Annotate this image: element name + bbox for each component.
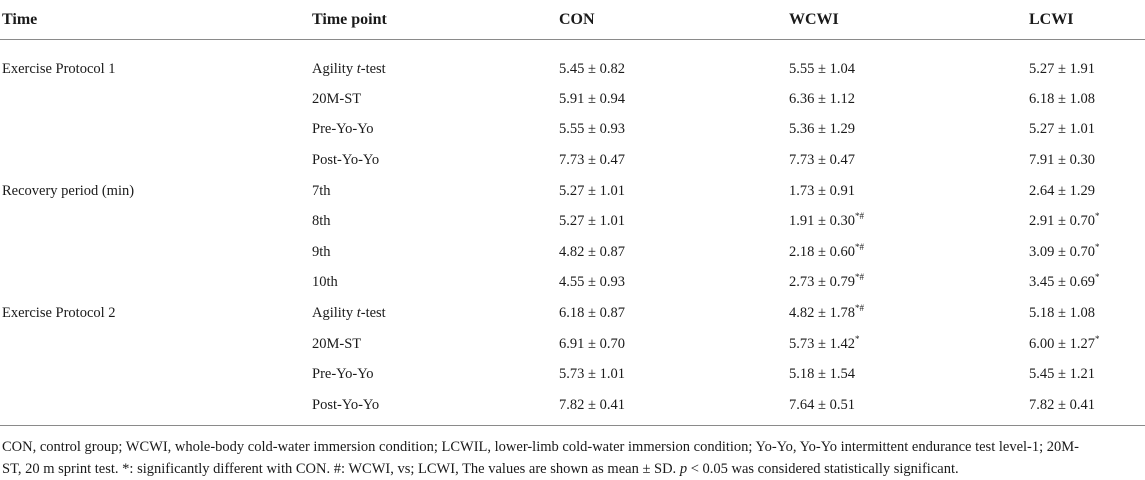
- cell-time: [0, 237, 312, 268]
- cell-wcwi: [789, 390, 1029, 425]
- wcwi-value: 1.91 ± 0.30: [789, 213, 855, 230]
- time-point-suffix: -test: [360, 304, 386, 321]
- cell-lcwi: [1029, 84, 1145, 115]
- lcwi-value: 2.91 ± 0.70: [1029, 213, 1095, 230]
- lcwi-significance-mark: *: [1094, 333, 1100, 344]
- time-point-text: Post-Yo-Yo: [312, 151, 380, 168]
- wcwi-value: 2.18 ± 0.60: [789, 243, 855, 260]
- cell-con: 5.27 ± 1.01: [559, 213, 625, 230]
- wcwi-value: 7.73 ± 0.47: [789, 151, 855, 168]
- cell-lcwi: [1029, 115, 1145, 146]
- cell-lcwi: [1029, 206, 1145, 237]
- cell-lcwi: [1029, 176, 1145, 207]
- cell-time: [0, 359, 312, 390]
- time-point-text: 8th: [312, 213, 331, 230]
- cell-lcwi: [1029, 268, 1145, 299]
- cell-time: Recovery period (min): [2, 182, 135, 199]
- table-row: [0, 84, 1145, 115]
- cell-con: 4.55 ± 0.93: [559, 274, 625, 291]
- footnote-line2-post: < 0.05 was considered statistically significant.: [687, 460, 959, 477]
- lcwi-value: 6.18 ± 1.08: [1029, 90, 1095, 107]
- cell-wcwi: [789, 176, 1029, 207]
- cell-time: [0, 84, 312, 115]
- lcwi-significance-mark: *: [1094, 241, 1100, 252]
- footnote-line1: CON, control group; WCWI, whole-body cold-water immersion condition; LCWIL, lower-limb cold-water immersion condition; Yo-Yo, Yo-Yo intermittent endurance test level-1; 20M-: [2, 438, 1079, 455]
- cell-wcwi: [789, 298, 1029, 329]
- table-row: [0, 115, 1145, 146]
- cell-lcwi: [1029, 359, 1145, 390]
- cell-time-point: [312, 359, 559, 390]
- table-row: [0, 206, 1145, 237]
- cell-time-point: [312, 268, 559, 299]
- cell-wcwi: [789, 237, 1029, 268]
- cell-time: Exercise Protocol 2: [2, 304, 116, 321]
- lcwi-value: 5.18 ± 1.08: [1029, 304, 1095, 321]
- lcwi-value: 3.09 ± 0.70: [1029, 243, 1095, 260]
- wcwi-value: 2.73 ± 0.79: [789, 274, 855, 291]
- lcwi-value: 7.91 ± 0.30: [1029, 151, 1095, 168]
- table-row: [0, 329, 1145, 360]
- header-time: Time: [0, 0, 312, 40]
- lcwi-significance-mark: *: [1094, 211, 1100, 222]
- time-point-text: 9th: [312, 243, 331, 260]
- cell-lcwi: [1029, 329, 1145, 360]
- cell-time: [0, 268, 312, 299]
- cell-con: 5.73 ± 1.01: [559, 366, 625, 383]
- cell-lcwi: [1029, 298, 1145, 329]
- cell-time: [0, 206, 312, 237]
- header-lcwi: LCWI: [1029, 0, 1145, 40]
- lcwi-value: 5.27 ± 1.91: [1029, 60, 1095, 77]
- cell-time-point: [312, 237, 559, 268]
- time-point-text: 20M-ST: [312, 90, 362, 107]
- cell-con: 6.91 ± 0.70: [559, 335, 625, 352]
- time-point-text: Agility: [312, 60, 357, 77]
- wcwi-value: 6.36 ± 1.12: [789, 90, 855, 107]
- lcwi-value: 5.27 ± 1.01: [1029, 121, 1095, 138]
- cell-lcwi: [1029, 237, 1145, 268]
- cell-wcwi: [789, 145, 1029, 176]
- time-point-text: 7th: [312, 182, 331, 199]
- cell-lcwi: [1029, 145, 1145, 176]
- cell-wcwi: [789, 268, 1029, 299]
- cell-con: 7.82 ± 0.41: [559, 390, 789, 425]
- wcwi-significance-mark: *: [854, 333, 860, 344]
- wcwi-significance-mark: *#: [854, 272, 864, 283]
- cell-con: 5.27 ± 1.01: [559, 182, 625, 199]
- cell-wcwi: [789, 206, 1029, 237]
- wcwi-value: 7.64 ± 0.51: [789, 396, 855, 413]
- lcwi-value: 7.82 ± 0.41: [1029, 396, 1095, 413]
- cell-time: Exercise Protocol 1: [2, 60, 116, 77]
- lcwi-value: 3.45 ± 0.69: [1029, 274, 1095, 291]
- header-con: CON: [559, 0, 789, 40]
- cell-time: [0, 145, 312, 176]
- time-point-text: Pre-Yo-Yo: [312, 366, 374, 383]
- table-row: [0, 359, 1145, 390]
- table-row: [0, 145, 1145, 176]
- cell-time-point: [312, 206, 559, 237]
- time-point-suffix: -test: [360, 60, 386, 77]
- cell-time-point: [312, 329, 559, 360]
- wcwi-value: 5.55 ± 1.04: [789, 60, 855, 77]
- table-body: [0, 40, 1145, 426]
- cell-con: 5.91 ± 0.94: [559, 90, 625, 107]
- table-row: [0, 237, 1145, 268]
- cell-con: 6.18 ± 0.87: [559, 304, 625, 321]
- time-point-italic: t: [356, 304, 361, 321]
- cell-con: 4.82 ± 0.87: [559, 243, 625, 260]
- table-row: [0, 268, 1145, 299]
- cell-wcwi: [789, 115, 1029, 146]
- wcwi-significance-mark: *#: [854, 241, 864, 252]
- wcwi-value: 5.36 ± 1.29: [789, 121, 855, 138]
- lcwi-significance-mark: *: [1094, 272, 1100, 283]
- time-point-text: Post-Yo-Yo: [312, 396, 380, 413]
- cell-time-point: [312, 145, 559, 176]
- lcwi-value: 5.45 ± 1.21: [1029, 366, 1095, 383]
- lcwi-value: 6.00 ± 1.27: [1029, 335, 1095, 352]
- cell-time: [0, 115, 312, 146]
- time-point-text: Agility: [312, 304, 357, 321]
- cell-lcwi: [1029, 390, 1145, 425]
- wcwi-significance-mark: *#: [854, 211, 864, 222]
- cell-time-point: [312, 176, 559, 207]
- table-row: [0, 390, 1145, 425]
- cell-time: [0, 329, 312, 360]
- header-row: [0, 0, 1145, 40]
- cell-time-point: [312, 40, 559, 85]
- cell-wcwi: [789, 329, 1029, 360]
- table-row: [0, 40, 1145, 85]
- time-point-italic: t: [356, 60, 361, 77]
- cell-wcwi: [789, 84, 1029, 115]
- cell-lcwi: [1029, 40, 1145, 85]
- cell-wcwi: [789, 359, 1029, 390]
- cell-time-point: [312, 298, 559, 329]
- table-header: [0, 0, 1145, 40]
- cell-time-point: [312, 84, 559, 115]
- cell-time-point: [312, 115, 559, 146]
- lcwi-value: 2.64 ± 1.29: [1029, 182, 1095, 199]
- cell-time: [0, 390, 312, 425]
- wcwi-value: 4.82 ± 1.78: [789, 304, 855, 321]
- wcwi-value: 5.73 ± 1.42: [789, 335, 855, 352]
- time-point-text: Pre-Yo-Yo: [312, 121, 374, 138]
- wcwi-value: 5.18 ± 1.54: [789, 366, 855, 383]
- table-row: [0, 176, 1145, 207]
- cell-time-point: [312, 390, 559, 425]
- time-point-text: 10th: [312, 274, 338, 291]
- cell-con: 7.73 ± 0.47: [559, 151, 625, 168]
- header-time-point: Time point: [312, 0, 559, 40]
- wcwi-value: 1.73 ± 0.91: [789, 182, 855, 199]
- time-point-text: 20M-ST: [312, 335, 362, 352]
- header-wcwi: WCWI: [789, 0, 1029, 40]
- wcwi-significance-mark: *#: [854, 303, 864, 314]
- table-footnote: [0, 426, 1134, 480]
- cell-wcwi: [789, 40, 1029, 85]
- footnote-line2-pre: ST, 20 m sprint test. *: significantly different with CON. #: WCWI, vs; LCWI, The values are shown as mean ± SD.: [2, 460, 680, 477]
- cell-con: 5.45 ± 0.82: [559, 60, 625, 77]
- footnote-p-italic: p: [679, 460, 688, 477]
- table-row: [0, 298, 1145, 329]
- cell-con: 5.55 ± 0.93: [559, 121, 625, 138]
